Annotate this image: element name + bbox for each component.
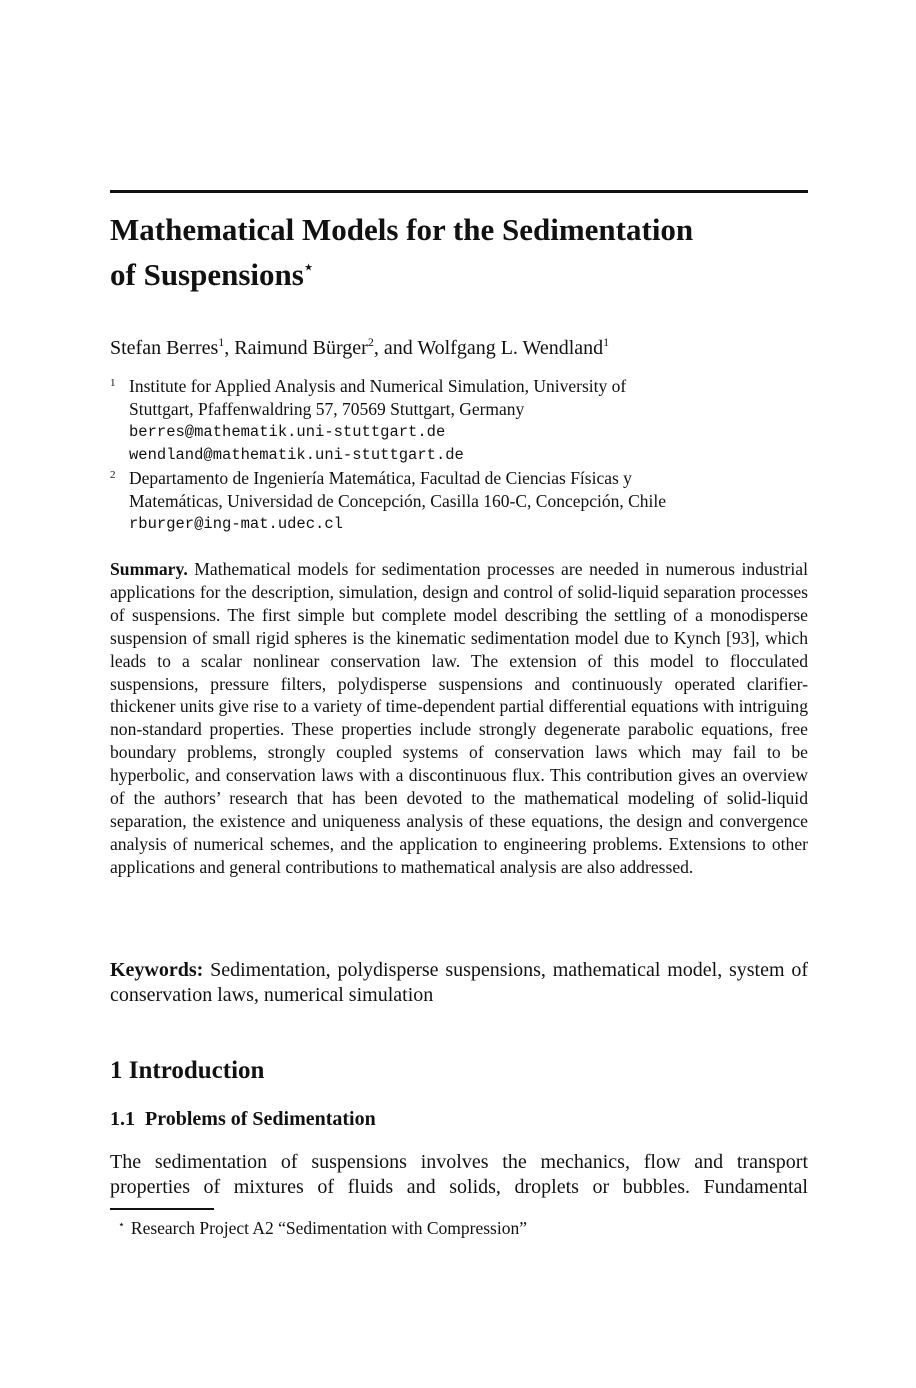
author-affil-mark: 1 bbox=[603, 335, 610, 349]
keywords-label: Keywords: bbox=[110, 959, 204, 981]
keywords-text: Sedimentation, polydisperse suspensions, mathematical model, system of conservation laws, numerical simulation bbox=[110, 959, 808, 1006]
body-paragraph bbox=[110, 1150, 808, 1200]
affiliation-line: Matemáticas, Universidad de Concepción, Casilla 160-C, Concepción, Chile bbox=[129, 491, 667, 511]
author-list bbox=[110, 329, 609, 361]
affiliation-line: Institute for Applied Analysis and Numerical Simulation, University of bbox=[129, 376, 627, 396]
author-separator: , and bbox=[373, 337, 418, 359]
affiliation-number: 2 bbox=[110, 469, 116, 481]
summary-paragraph bbox=[110, 558, 808, 879]
footnote-mark: ⋆ bbox=[118, 1219, 125, 1231]
footnote-rule bbox=[110, 1208, 214, 1210]
paper-title bbox=[110, 210, 810, 294]
footnote-text: Research Project A2 “Sedimentation with Compression” bbox=[130, 1218, 527, 1238]
affiliation-line: Departamento de Ingeniería Matemática, Facultad de Ciencias Físicas y bbox=[129, 468, 632, 488]
title-line-2-text: of Suspensions bbox=[110, 257, 304, 292]
title-footnote-mark: ⋆ bbox=[303, 260, 314, 276]
email-link[interactable]: rburger@ing-mat.udec.cl bbox=[129, 515, 343, 533]
author-name: Stefan Berres bbox=[110, 337, 219, 359]
title-line-2 bbox=[110, 249, 810, 294]
author-affil-mark: 2 bbox=[367, 335, 374, 349]
email-link[interactable]: wendland@mathematik.uni-stuttgart.de bbox=[129, 446, 464, 464]
affiliation-1 bbox=[110, 375, 810, 467]
keywords-paragraph bbox=[110, 958, 808, 1008]
affiliation-line: Stuttgart, Pfaffenwaldring 57, 70569 Stuttgart, Germany bbox=[129, 399, 525, 419]
summary-text: Mathematical models for sedimentation processes are needed in numerous industrial applications for the description, simulation, design and control of solid-liquid separation processes of suspensions. The first simple but complete model describing the settling of a monodisperse suspension of small rigid spheres is the kinematic sedimentation model due to Kynch [93], which leads to a scalar nonlinear conservation law. The extension of this model to flocculated suspensions, pressure filters, polydisperse suspensions and continuously operated clarifier-thickener units give rise to a variety of time-dependent partial differential equations with intriguing non-standard properties. These properties include strongly degenerate parabolic equations, free boundary problems, strongly coupled systems of conservation laws which may fail to be hyperbolic, and conservation laws with a discontinuous flux. This contribution gives an overview of the authors’ research that has been devoted to the mathematical modeling of solid-liquid separation, the existence and uniqueness analysis of these equations, the design and convergence analysis of numerical schemes, and the application to engineering problems. Extensions to other applications and general contributions to mathematical analysis are also addressed. bbox=[110, 559, 808, 877]
email-link[interactable]: berres@mathematik.uni-stuttgart.de bbox=[129, 423, 446, 441]
footnote bbox=[118, 1214, 527, 1239]
subsection-title: Problems of Sedimentation bbox=[145, 1108, 376, 1130]
section-heading: 1 Introduction bbox=[110, 1057, 265, 1084]
body-line: properties of mixtures of fluids and solids, droplets or bubbles. Fundamental bbox=[110, 1176, 808, 1198]
author-affil-mark: 1 bbox=[218, 335, 225, 349]
title-line-1: Mathematical Models for the Sedimentation bbox=[110, 212, 694, 247]
subsection-number: 1.1 bbox=[110, 1108, 135, 1130]
author-name: Raimund Bürger bbox=[234, 337, 368, 359]
affiliation-2 bbox=[110, 467, 810, 536]
author-separator: , bbox=[224, 337, 235, 359]
body-line: The sedimentation of suspensions involves the mechanics, flow and transport bbox=[110, 1151, 808, 1173]
author-name: Wolfgang L. Wendland bbox=[417, 337, 604, 359]
top-rule bbox=[110, 190, 808, 193]
subsection-heading bbox=[110, 1106, 376, 1132]
summary-label: Summary. bbox=[110, 559, 188, 579]
affiliation-number: 1 bbox=[110, 377, 116, 389]
